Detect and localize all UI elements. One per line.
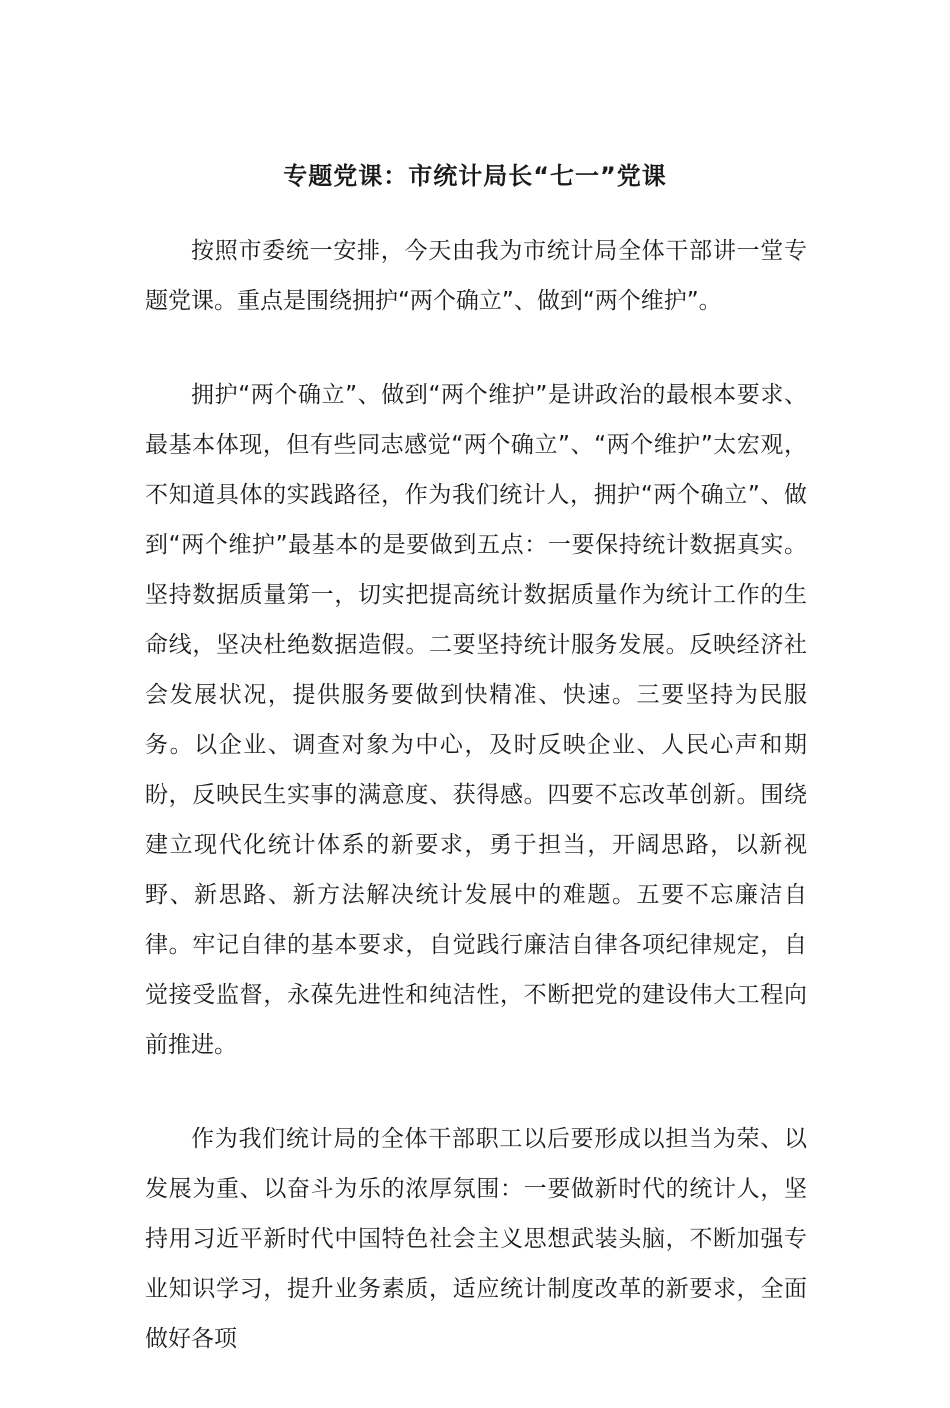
- document-title: 专题党课：市统计局长“七一”党课: [283, 162, 667, 190]
- paragraph-five-points: 拥护“两个确立”、做到“两个维护”是讲政治的最根本要求、最基本体现，但有些同志感觉“两个确立”、“两个维护”太宏观，不知道具体的实践路径，作为我们统计人，拥护“两个确立”、做到“两个维护”最基本的是要做到五点：一要保持统计数据真实。坚持数据质量第一，切实把提高统计数据质量作为统计工作的生命线，坚决杜绝数据造假。二要坚持统计服务发展。反映经济社会发展状况，提供服务要做到快精准、快速。三要坚持为民服务。以企业、调查对象为中心，及时反映企业、人民心声和期盼，反映民生实事的满意度、获得感。四要不忘改革创新。围绕建立现代化统计体系的新要求，勇于担当，开阔思路，以新视野、新思路、新方法解决统计发展中的难题。五要不忘廉洁自律。牢记自律的基本要求，自觉践行廉洁自律各项纪律规定，自觉接受监督，永葆先进性和纯洁性，不断把党的建设伟大工程向前推进。: [145, 382, 807, 1058]
- document-body: [145, 226, 807, 1408]
- paragraph-staff-requirements: 作为我们统计局的全体干部职工以后要形成以担当为荣、以发展为重、以奋斗为乐的浓厚氛围：一要做新时代的统计人，坚持用习近平新时代中国特色社会主义思想武装头脑，不断加强专业知识学习，提升业务素质，适应统计制度改革的新要求，全面做好各项: [145, 1126, 807, 1352]
- paragraph-intro: 按照市委统一安排，今天由我为市统计局全体干部讲一堂专题党课。重点是围绕拥护“两个确立”、做到“两个维护”。: [145, 238, 807, 314]
